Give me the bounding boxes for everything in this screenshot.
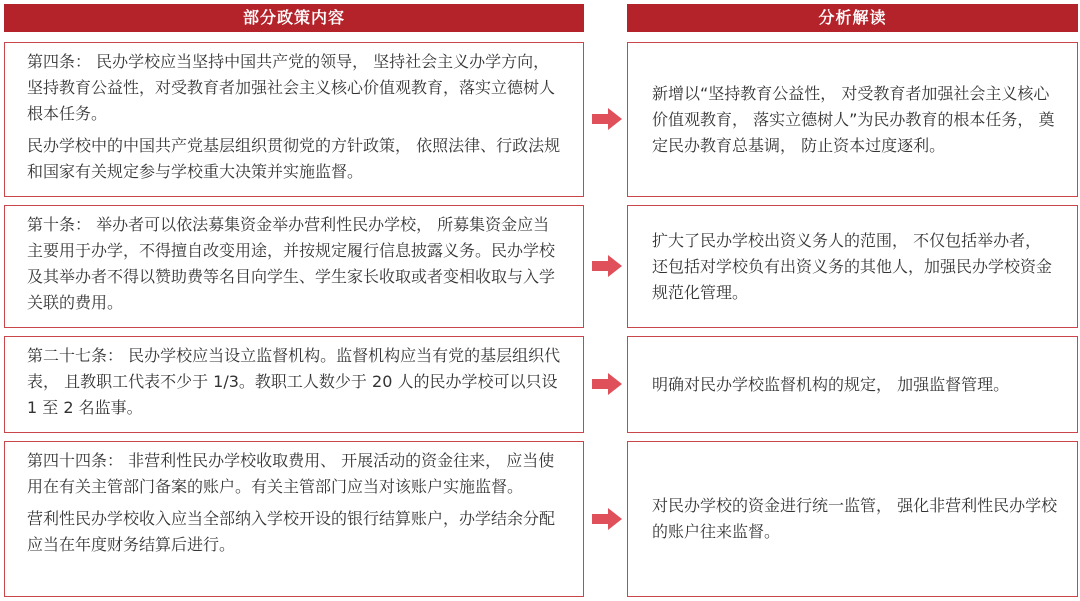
analysis-text: 扩大了民办学校出资义务人的范围， 不仅包括举办者， 还包括对学校负有出资义务的其他人，加强民办学校资金规范化管理。	[652, 230, 1053, 302]
policy-content-header: 部分政策内容	[4, 4, 584, 32]
policy-paragraph: 第四条： 民办学校应当坚持中国共产党的领导， 坚持社会主义办学方向，坚持教育公益性，对受教育者加强社会主义核心价值观教育，落实立德树人根本任务。	[27, 52, 556, 123]
policy-paragraph: 第二十七条： 民办学校应当设立监督机构。监督机构应当有党的基层组织代表， 且教职工代表不少于 1/3。教职工人数少于 20 人的民办学校可以只设 1 至 2 名监事。	[27, 346, 561, 417]
policy-paragraph: 民办学校中的中国共产党基层组织贯彻党的方针政策， 依照法律、行政法规和国家有关规定参与学校重大决策并实施监督。	[27, 136, 561, 181]
analysis-box-article-4	[627, 42, 1078, 197]
policy-box-article-27	[4, 336, 584, 433]
analysis-box-article-27	[627, 336, 1078, 433]
right-arrow-icon	[592, 373, 622, 395]
analysis-text: 明确对民办学校监督机构的规定， 加强监督管理。	[652, 374, 1010, 394]
analysis-text: 新增以“坚持教育公益性， 对受教育者加强社会主义核心价值观教育， 落实立德树人”为民办教育的根本任务， 奠定民办教育总基调， 防止资本过度逐利。	[652, 83, 1055, 155]
policy-box-article-4	[4, 42, 584, 197]
right-arrow-icon	[592, 255, 622, 277]
policy-paragraph: 第十条： 举办者可以依法募集资金举办营利性民办学校， 所募集资金应当主要用于办学，不得擅自改变用途，并按规定履行信息披露义务。民办学校及其举办者不得以赞助费等名目向学生、学生家长收取或者变相收取与入学关联的费用。	[27, 215, 556, 312]
policy-box-article-44	[4, 441, 584, 597]
analysis-box-article-10	[627, 205, 1078, 328]
analysis-box-article-44	[627, 441, 1078, 597]
right-arrow-icon	[592, 508, 622, 530]
policy-box-article-10	[4, 205, 584, 328]
analysis-text: 对民办学校的资金进行统一监管， 强化非营利性民办学校的账户往来监督。	[652, 496, 1058, 541]
policy-paragraph: 第四十四条： 非营利性民办学校收取费用、 开展活动的资金往来， 应当使用在有关主管部门备案的账户。有关主管部门应当对该账户实施监督。	[27, 451, 555, 496]
right-arrow-icon	[592, 108, 622, 130]
analysis-header: 分析解读	[627, 4, 1078, 32]
policy-paragraph: 营利性民办学校收入应当全部纳入学校开设的银行结算账户，办学结余分配应当在年度财务结算后进行。	[27, 509, 556, 554]
